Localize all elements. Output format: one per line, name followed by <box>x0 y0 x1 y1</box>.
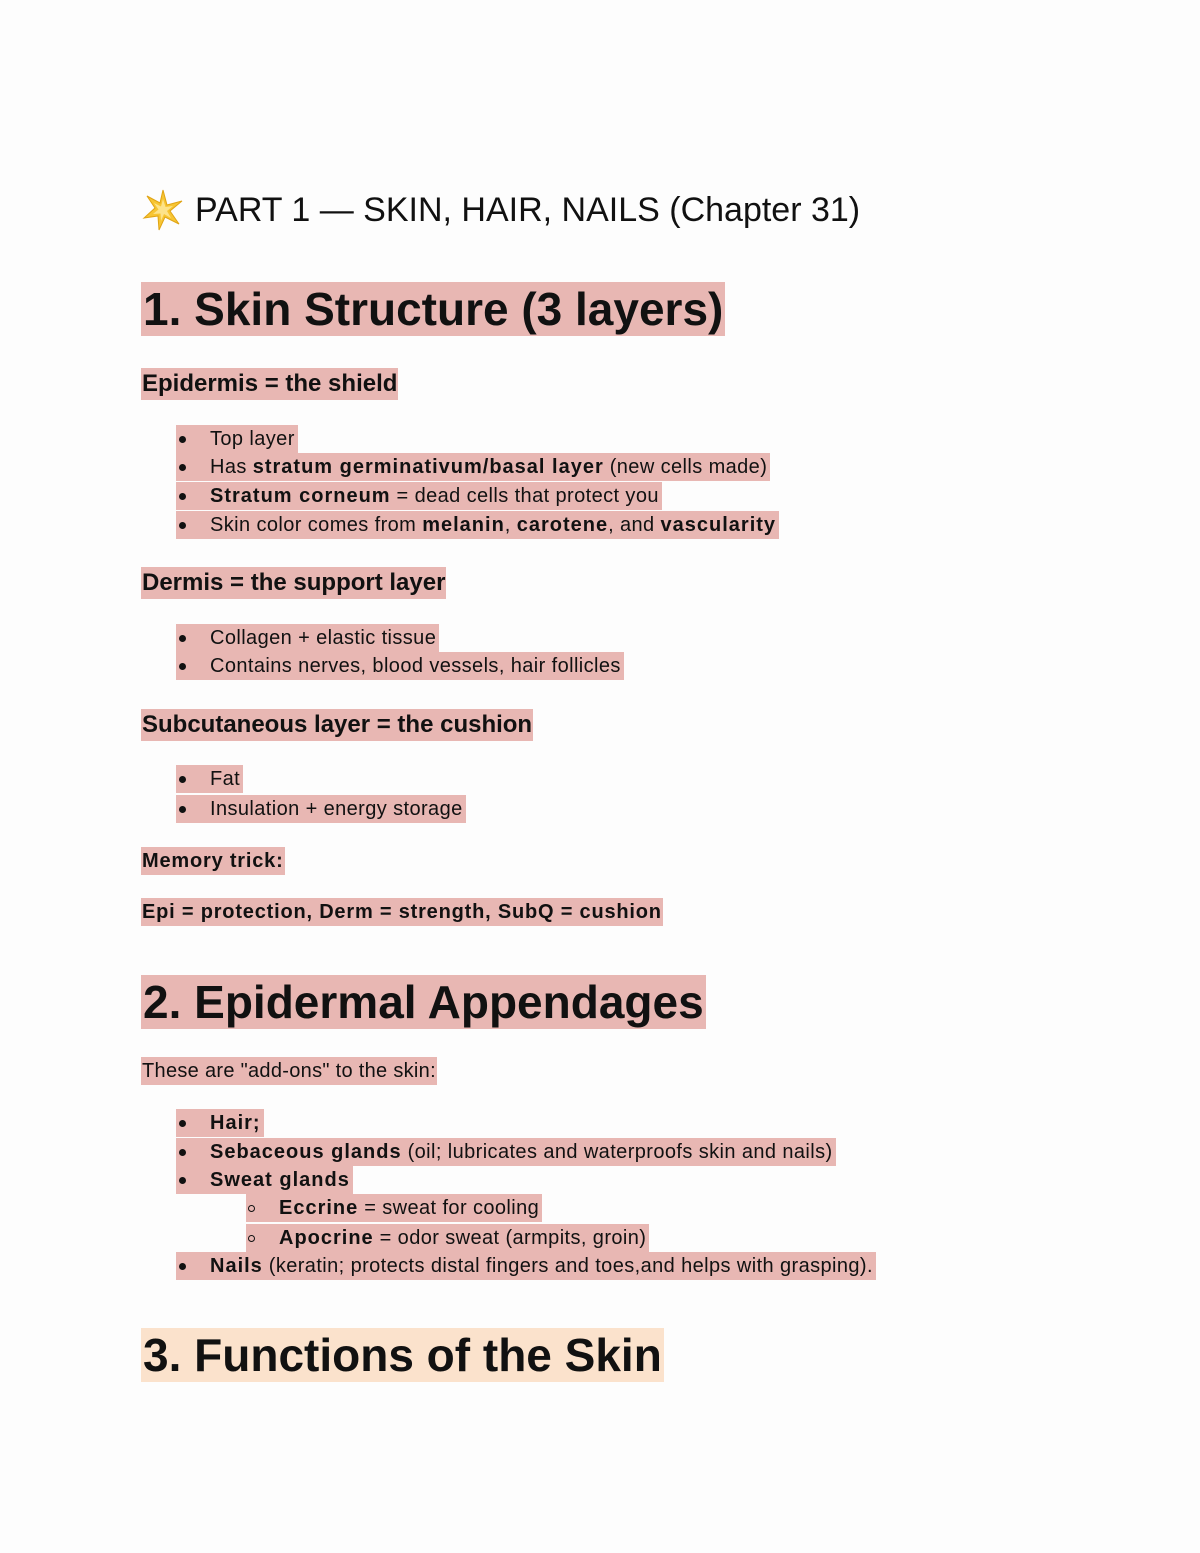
list-item-text: Hair; <box>210 1112 261 1134</box>
list-item <box>176 765 243 793</box>
list-item-text: Nails (keratin; protects distal fingers and toes,and helps with grasping). <box>210 1255 873 1277</box>
list-item <box>176 1109 264 1137</box>
list-item <box>176 795 466 823</box>
bullet-icon <box>179 464 186 471</box>
bullet-icon <box>179 1120 186 1127</box>
list-item <box>176 1252 876 1280</box>
sub-list-item <box>246 1224 649 1252</box>
list-item-text: Contains nerves, blood vessels, hair follicles <box>210 655 621 677</box>
list-item-text: Has stratum germinativum/basal layer (new cells made) <box>210 456 768 478</box>
list-item <box>176 453 770 481</box>
list-item-text: Skin color comes from melanin, carotene, and vascularity <box>210 514 777 536</box>
list-item-text: Collagen + elastic tissue <box>210 627 437 649</box>
part-title <box>141 188 860 232</box>
list-item-text: Stratum corneum = dead cells that protect you <box>210 485 659 507</box>
list-item <box>176 425 298 453</box>
list-item <box>176 1166 353 1194</box>
subcutaneous-heading: Subcutaneous layer = the cushion <box>141 709 533 741</box>
bullet-icon <box>179 493 186 500</box>
bullet-icon <box>179 776 186 783</box>
list-item <box>176 482 662 510</box>
glowing-star-icon <box>141 188 185 232</box>
section3-heading: 3. Functions of the Skin <box>143 1329 662 1381</box>
list-item <box>176 652 624 680</box>
list-item-text: Sweat glands <box>210 1169 350 1191</box>
epidermis-heading: Epidermis = the shield <box>141 368 398 400</box>
section2-heading: 2. Epidermal Appendages <box>143 976 704 1028</box>
hollow-bullet-icon <box>248 1235 255 1242</box>
bullet-icon <box>179 1263 186 1270</box>
bullet-icon <box>179 663 186 670</box>
part-title-text: PART 1 — SKIN, HAIR, NAILS (Chapter 31) <box>195 191 861 229</box>
list-item-text: Insulation + energy storage <box>210 798 463 820</box>
memory-trick-text: Epi = protection, Derm = strength, SubQ = cushion <box>141 898 663 926</box>
list-item <box>176 511 779 539</box>
sub-list-item <box>246 1194 542 1222</box>
list-item-text: Eccrine = sweat for cooling <box>279 1197 540 1219</box>
hollow-bullet-icon <box>248 1205 255 1212</box>
bullet-icon <box>179 436 186 443</box>
section2-intro: These are "add-ons" to the skin: <box>141 1057 437 1085</box>
dermis-heading: Dermis = the support layer <box>141 567 446 599</box>
section1-heading: 1. Skin Structure (3 layers) <box>143 283 724 335</box>
list-item <box>176 1138 836 1166</box>
list-item-text: Sebaceous glands (oil; lubricates and waterproofs skin and nails) <box>210 1141 833 1163</box>
list-item-text: Apocrine = odor sweat (armpits, groin) <box>279 1227 647 1249</box>
bullet-icon <box>179 1149 186 1156</box>
bullet-icon <box>179 806 186 813</box>
list-item-text: Top layer <box>210 428 295 450</box>
list-item <box>176 624 439 652</box>
bullet-icon <box>179 1177 186 1184</box>
bullet-icon <box>179 522 186 529</box>
list-item-text: Fat <box>210 768 241 790</box>
bullet-icon <box>179 635 186 642</box>
memory-trick-label: Memory trick: <box>141 847 285 875</box>
